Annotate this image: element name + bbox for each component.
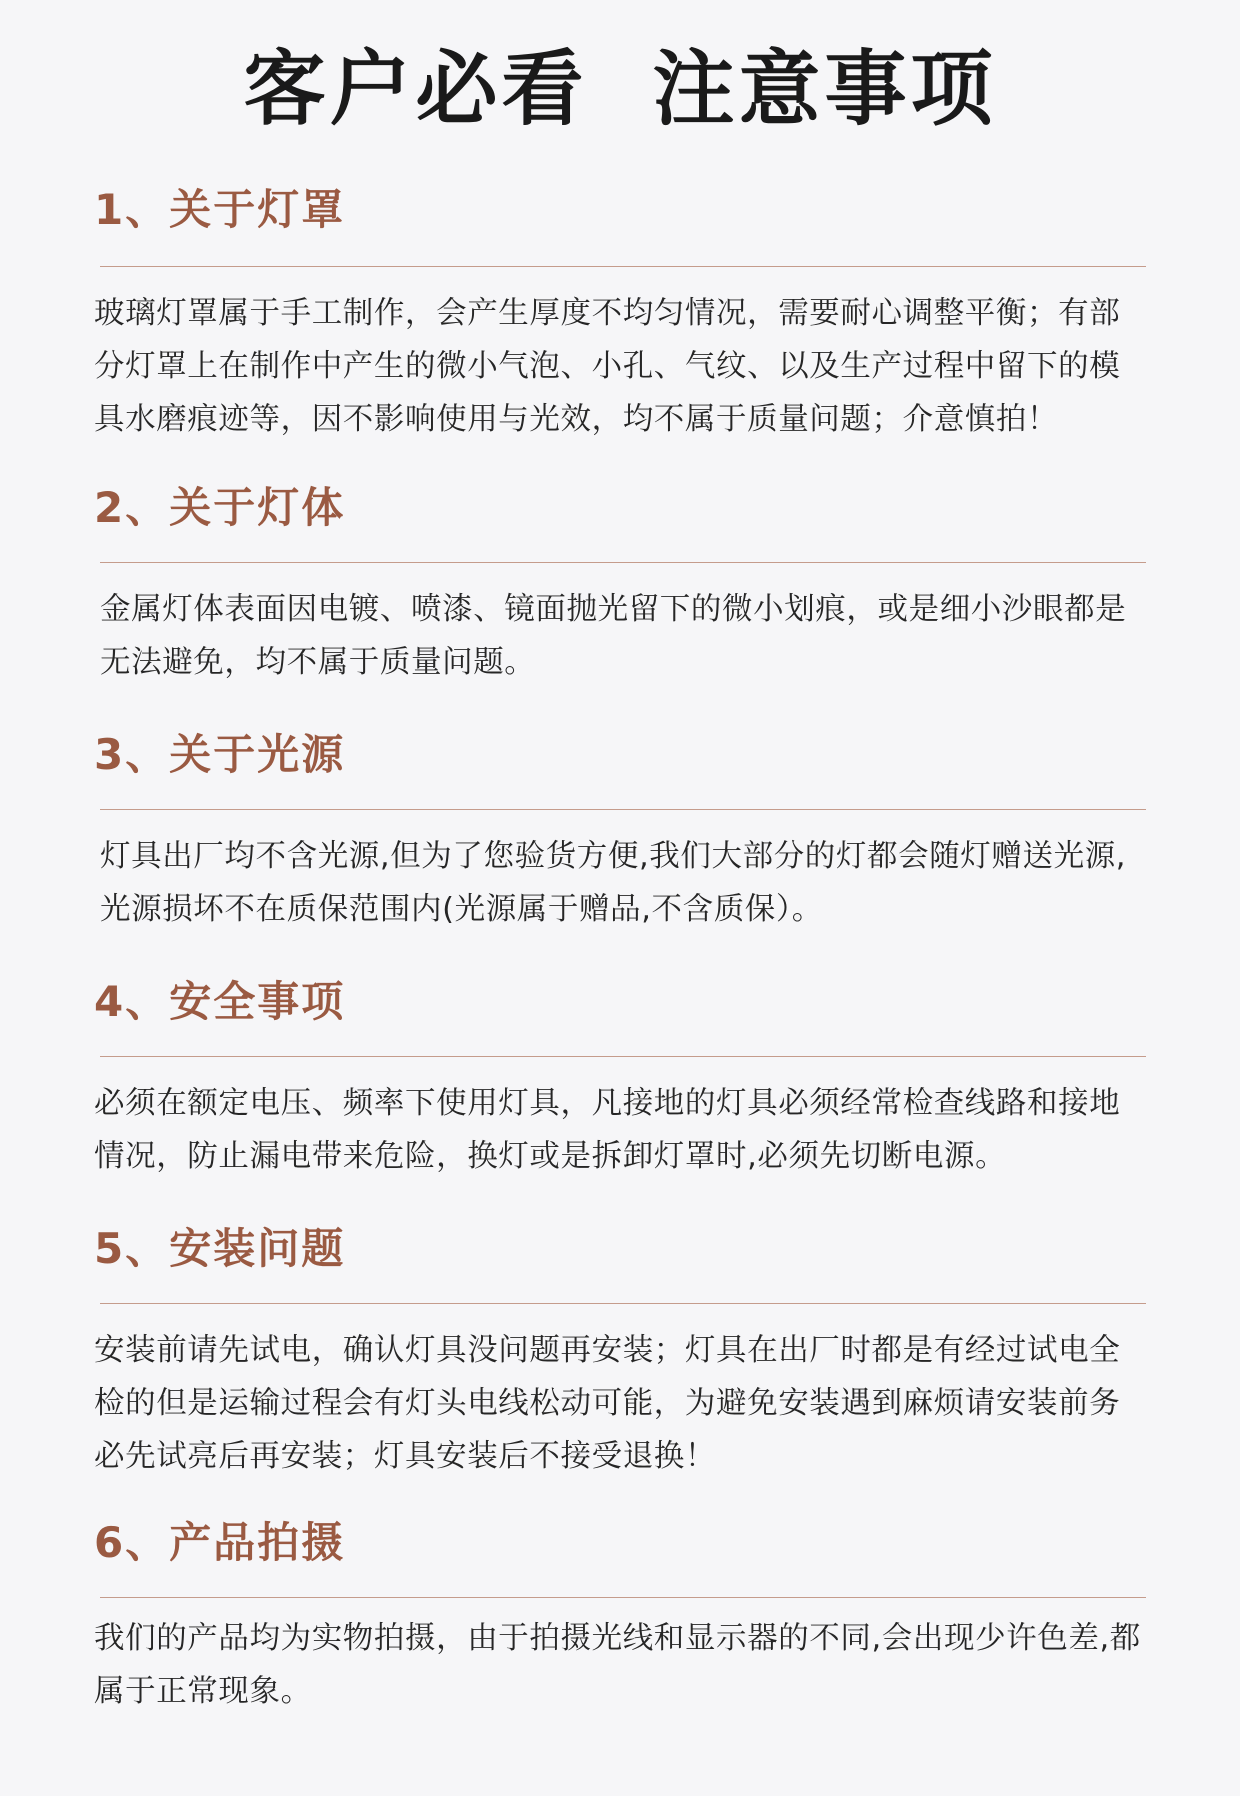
section-light-source xyxy=(94,727,1146,936)
section-divider xyxy=(100,266,1146,267)
section-divider xyxy=(100,562,1146,563)
section-title: 5、安装问题 xyxy=(94,1224,346,1273)
section-title: 6、产品拍摄 xyxy=(94,1518,346,1567)
section-title: 2、关于灯体 xyxy=(94,483,346,532)
section-body: 我们的产品均为实物拍摄，由于拍摄光线和显示器的不同,会出现少许色差,都属于正常现象。 xyxy=(94,1621,1141,1709)
section-body: 必须在额定电压、频率下使用灯具，凡接地的灯具必须经常检查线路和接地情况，防止漏电带来危险，换灯或是拆卸灯罩时,必须先切断电源。 xyxy=(94,1086,1121,1174)
section-safety xyxy=(94,974,1146,1183)
section-body: 玻璃灯罩属于手工制作，会产生厚度不均匀情况，需要耐心调整平衡；有部分灯罩上在制作中产生的微小气泡、小孔、气纹、以及生产过程中留下的模具水磨痕迹等，因不影响使用与光效，均不属于质量问题；介意慎拍！ xyxy=(94,296,1121,437)
page-title: 客户必看 注意事项 xyxy=(243,42,997,137)
section-title: 4、安全事项 xyxy=(94,977,346,1026)
section-divider xyxy=(100,1303,1146,1304)
section-body: 灯具出厂均不含光源,但为了您验货方便,我们大部分的灯都会随灯赠送光源,光源损坏不在质保范围内(光源属于赠品,不含质保）。 xyxy=(100,839,1127,927)
section-lamp-body xyxy=(94,480,1146,689)
section-divider xyxy=(100,1056,1146,1057)
section-lampshade xyxy=(94,182,1146,446)
section-title: 3、关于光源 xyxy=(94,730,346,779)
section-body: 安装前请先试电，确认灯具没问题再安装；灯具在出厂时都是有经过试电全检的但是运输过程会有灯头电线松动可能，为避免安装遇到麻烦请安装前务必先试亮后再安装；灯具安装后不接受退换！ xyxy=(94,1333,1121,1474)
section-body: 金属灯体表面因电镀、喷漆、镜面抛光留下的微小划痕，或是细小沙眼都是无法避免，均不属于质量问题。 xyxy=(100,592,1127,680)
section-installation xyxy=(94,1221,1146,1483)
section-divider xyxy=(100,1597,1146,1598)
section-title: 1、关于灯罩 xyxy=(94,185,346,234)
section-product-photos xyxy=(94,1515,1146,1718)
section-divider xyxy=(100,809,1146,810)
